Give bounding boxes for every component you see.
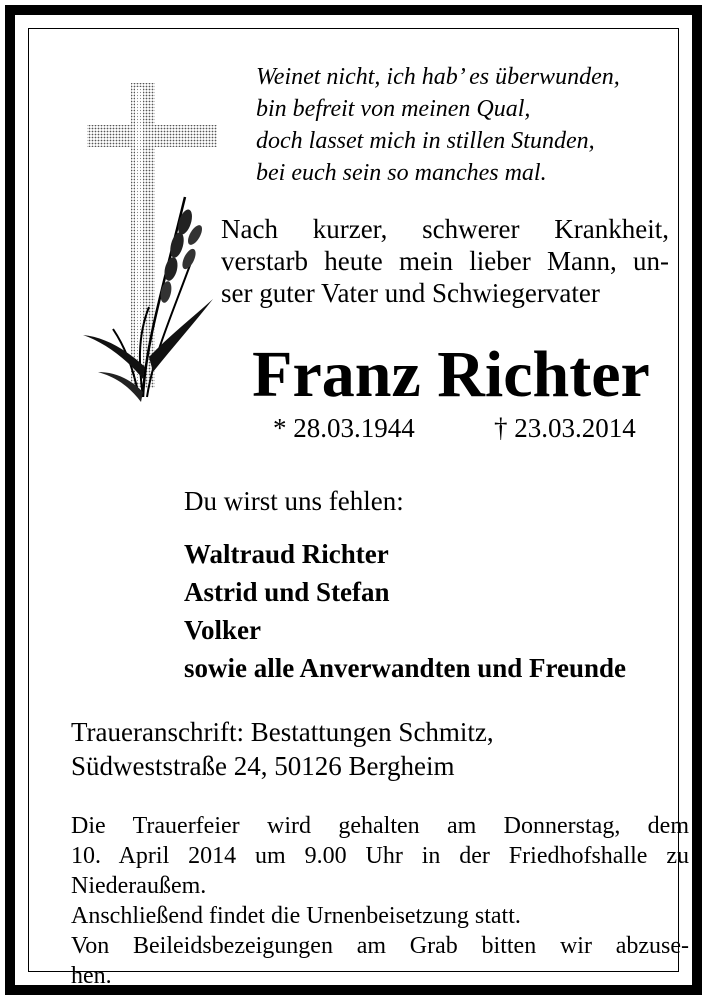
obituary-inner-border (28, 28, 689, 989)
deceased-name: Franz Richter (252, 338, 650, 411)
announcement-line: ser guter Vater und Schwiegervater (221, 278, 600, 308)
memorial-poem (256, 61, 686, 189)
poem-line: Weinet nicht, ich hab’ es überwunden, (256, 64, 620, 90)
death-date: † 23.03.2014 (494, 413, 636, 443)
poem-line: doch lasset mich in stillen Stunden, (256, 128, 595, 154)
service-line: Die Trauerfeier wird gehalten am Donnerstag, dem (71, 813, 689, 839)
mourner-name: sowie alle Anverwandten und Freunde (184, 653, 627, 683)
service-line: 10. April 2014 um 9.00 Uhr in der Friedhofshalle zu (71, 843, 689, 869)
poem-line: bei euch sein so manches mal. (256, 160, 547, 186)
mourner-name: Waltraud Richter (184, 539, 389, 569)
announcement-line: Nach kurzer, schwerer Krankheit, (221, 214, 669, 244)
service-line: Von Beileidsbezeigungen am Grab bitten wir abzuse- (71, 933, 689, 959)
mourning-address (71, 715, 691, 783)
mourner-name: Volker (184, 615, 262, 645)
address-line: Traueranschrift: Bestattungen Schmitz, (71, 717, 494, 747)
poem-line: bin befreit von meinen Qual, (256, 96, 531, 122)
service-line: Anschließend findet die Urnenbeisetzung statt. (71, 903, 521, 929)
address-line: Südweststraße 24, 50126 Bergheim (71, 751, 455, 781)
mourners-intro: Du wirst uns fehlen: (184, 486, 404, 516)
funeral-service-info (71, 811, 689, 991)
cross-with-wheat-icon (73, 67, 223, 412)
service-line: Niederaußem. (71, 873, 207, 899)
obituary-frame (5, 5, 702, 995)
birth-date: * 28.03.1944 (273, 413, 415, 443)
announcement-line: verstarb heute mein lieber Mann, un- (221, 246, 669, 276)
announcement-text (221, 213, 669, 309)
mourners-list (184, 535, 684, 687)
service-line: hen. (71, 963, 112, 989)
mourner-name: Astrid und Stefan (184, 577, 390, 607)
